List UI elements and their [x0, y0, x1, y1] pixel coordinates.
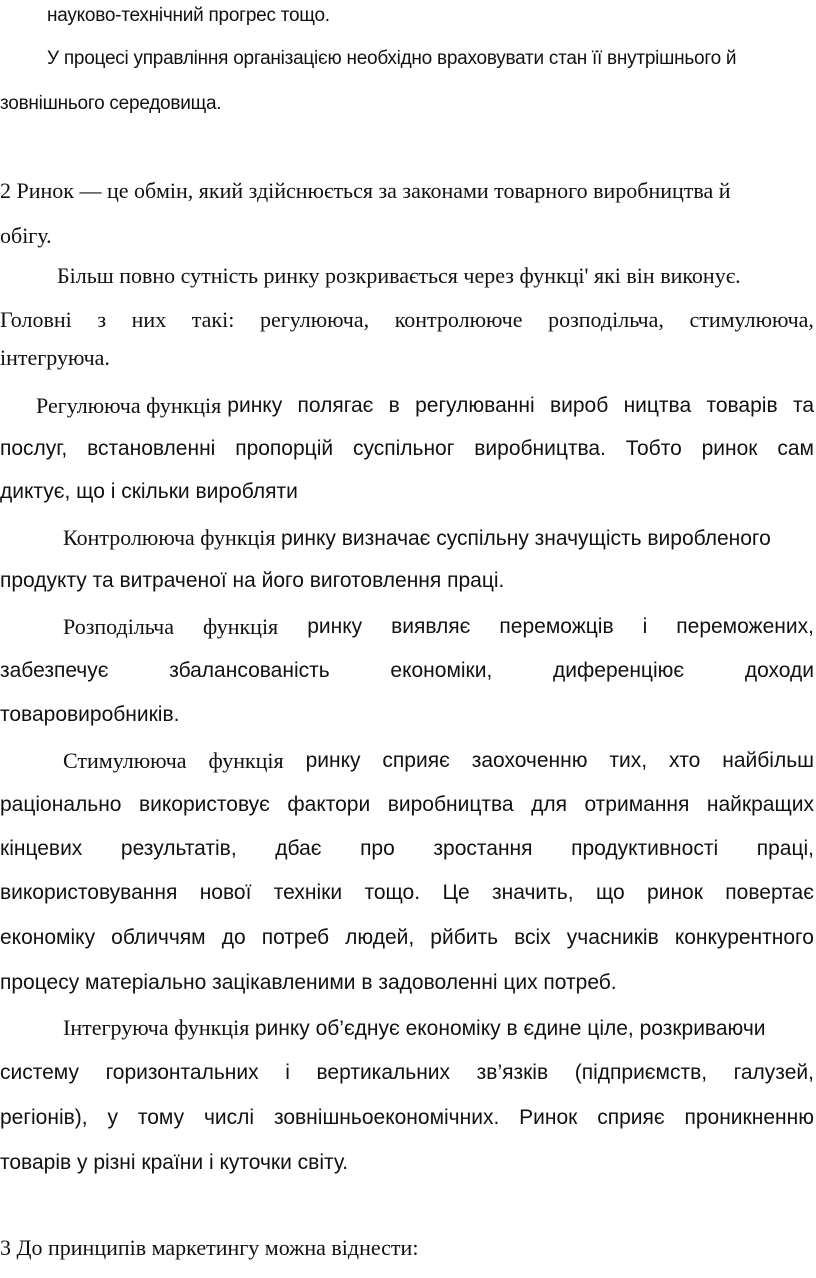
stimulating-word: тих,	[609, 749, 648, 772]
stimulating-word: найбільш	[722, 749, 814, 772]
intro-line-2: У процесі управління організацією необхідно враховувати стан її внутрішнього й	[47, 48, 737, 69]
section-2-heading-line-1: 2 Ринок — це обмін, який здійснюється за законами товарного виробництва й	[0, 178, 731, 203]
word: у	[107, 1106, 118, 1129]
word: систему	[0, 1061, 79, 1084]
word: Головні	[0, 307, 72, 332]
stimulating-line-6: процесу матеріально зацікавленими в задоволенні цих потреб.	[0, 971, 617, 994]
word: значить,	[492, 881, 574, 904]
word: нової	[199, 881, 252, 904]
word: конкурентного	[674, 926, 814, 949]
integrating-line-1	[63, 1017, 766, 1039]
word: регулюванні	[415, 394, 535, 417]
word: тощо.	[364, 881, 421, 904]
word: техніки	[273, 881, 343, 904]
word: та	[792, 394, 814, 417]
word: Ринок	[519, 1106, 578, 1129]
word: про	[360, 837, 395, 860]
word: потреб	[261, 926, 330, 949]
word: що	[595, 881, 625, 904]
word: до	[221, 926, 246, 949]
controlling-term: Контролююча функція	[63, 525, 281, 550]
controlling-line-1	[63, 527, 771, 549]
section-2-heading-line-2: обігу.	[0, 223, 52, 248]
word: тому	[137, 1106, 185, 1129]
word: сприяє	[597, 1106, 665, 1129]
word: вертикальних	[316, 1061, 451, 1084]
regulating-line-1-rest	[227, 395, 814, 417]
word: використовування	[0, 881, 178, 904]
word: економіки,	[390, 659, 493, 682]
word: забезпечує	[0, 659, 109, 682]
stimulating-term-word-1: Стимулююча	[63, 748, 187, 773]
word: числі	[203, 1106, 255, 1129]
word: рйбить	[430, 926, 499, 949]
word: економіку	[0, 926, 96, 949]
distributive-word: переможців	[499, 615, 614, 638]
stimulating-line-1	[63, 750, 814, 772]
word: для	[531, 793, 567, 816]
stimulating-line-4	[0, 882, 814, 903]
word: контролююче	[394, 307, 523, 332]
word: суспільног	[352, 437, 455, 460]
word: фактори	[287, 793, 371, 816]
p1-line-2	[0, 309, 814, 331]
intro-line-3: зовнішнього середовища.	[0, 93, 222, 114]
word: кінцевих	[0, 837, 83, 860]
word: результатів,	[120, 837, 237, 860]
word: праці,	[756, 837, 814, 860]
word: полягає	[297, 394, 374, 417]
stimulating-line-3	[0, 838, 814, 859]
distributive-term-word-2: функція	[203, 614, 279, 639]
p1-line-1: Більш повно сутність ринку розкривається через функці' які він виконує.	[57, 263, 741, 288]
distributive-line-3: товаровиробників.	[0, 703, 180, 726]
distributive-line-1	[63, 616, 814, 638]
word: ринок	[647, 881, 703, 904]
word: диференціює	[553, 659, 685, 682]
word: горизонтальних	[105, 1061, 259, 1084]
word: зв’язків	[476, 1061, 549, 1084]
word: зовнішньоекономічних.	[273, 1106, 500, 1129]
word: товарів	[706, 394, 778, 417]
word: проникненню	[684, 1106, 814, 1129]
distributive-word: і	[642, 615, 648, 638]
p1-line-3: інтегруюча.	[0, 345, 110, 370]
regulating-line-2	[0, 438, 814, 459]
word: сам	[777, 437, 814, 460]
word: і	[285, 1061, 290, 1084]
controlling-line-1-rest: ринку визначає суспільну значущість виробленого	[280, 527, 771, 550]
word: використовує	[138, 793, 270, 816]
word: раціонально	[0, 793, 122, 816]
regulating-line-1	[36, 395, 814, 417]
word: Це	[442, 881, 470, 904]
stimulating-line-2	[0, 794, 814, 815]
distributive-word: ринку	[307, 615, 363, 638]
stimulating-word: хто	[669, 749, 701, 772]
distributive-term-word-1: Розподільча	[63, 614, 174, 639]
word: повертає	[725, 881, 814, 904]
intro-line-1: науково-технічний прогрес тощо.	[47, 5, 330, 26]
word: них	[131, 307, 167, 332]
word: галузей,	[733, 1061, 814, 1084]
regulating-term: Регулююча функція	[36, 393, 222, 418]
integrating-term: Інтегруюча функція	[63, 1015, 255, 1040]
word: пропорцій	[235, 437, 334, 460]
stimulating-word: ринку	[305, 749, 361, 772]
word: з	[97, 307, 107, 332]
regulating-line-3: диктує, що і скільки виробляти	[0, 480, 298, 503]
integrating-line-2	[0, 1062, 814, 1083]
word: виробництва	[387, 793, 514, 816]
integrating-line-1-rest: ринку об’єднує економіку в єдине ціле, розкриваючи	[254, 1017, 766, 1040]
stimulating-word: сприяє	[382, 749, 450, 772]
word: такі:	[191, 307, 235, 332]
word: дбає	[275, 837, 322, 860]
word: учасників	[566, 926, 659, 949]
word: обличчям	[111, 926, 206, 949]
integrating-line-3	[0, 1107, 814, 1128]
stimulating-word: заохоченню	[471, 749, 588, 772]
word: людей,	[345, 926, 415, 949]
word: продуктивності	[571, 837, 719, 860]
word: виробництва.	[474, 437, 606, 460]
word: ринку	[227, 394, 283, 417]
word: отримання	[584, 793, 690, 816]
word: розподільча,	[548, 307, 664, 332]
word: встановленні	[87, 437, 216, 460]
word: доходи	[744, 659, 814, 682]
section-3-heading: 3 До принципів маркетингу можна віднести:	[0, 1235, 419, 1260]
word: ринок	[701, 437, 758, 460]
stimulating-line-5	[0, 927, 814, 948]
distributive-word: виявляє	[391, 615, 471, 638]
word: регіонів),	[0, 1106, 88, 1129]
controlling-line-2: продукту та витраченої на його виготовлення праці.	[0, 569, 505, 592]
distributive-line-2	[0, 660, 814, 681]
word: регулююча,	[259, 307, 370, 332]
word: зростання	[433, 837, 533, 860]
word: (підприємств,	[574, 1061, 708, 1084]
word: в	[388, 394, 400, 417]
word: найкращих	[706, 793, 814, 816]
word: збалансованість	[169, 659, 330, 682]
stimulating-term-word-2: функція	[208, 748, 284, 773]
distributive-word: переможених,	[676, 615, 814, 638]
word: Тобто	[625, 437, 682, 460]
integrating-line-4: товарів у різні країни і куточки світу.	[0, 1151, 349, 1174]
word: послуг,	[0, 437, 68, 460]
word: вироб	[549, 394, 609, 417]
word: ництва	[623, 394, 692, 417]
word: стимулююча,	[689, 307, 814, 332]
word: всіх	[514, 926, 551, 949]
